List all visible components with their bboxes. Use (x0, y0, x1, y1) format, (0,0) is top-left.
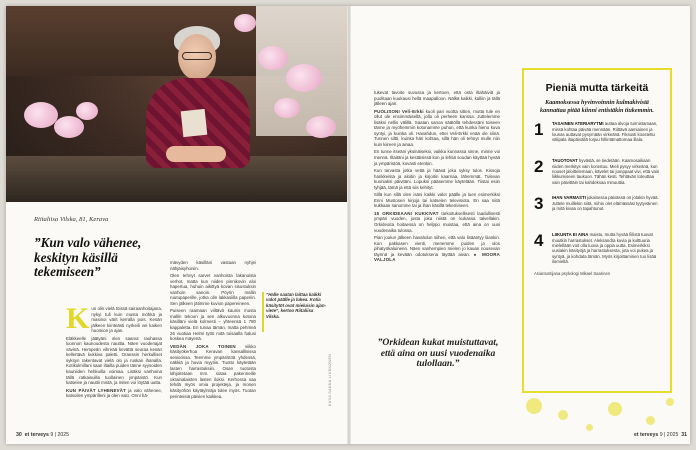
photo-credit: KUVA SANNA LIUKKONEN (328, 353, 332, 406)
headline: ”Kun valo vähenee, keskityn käsillä tekemiseen” (34, 235, 142, 279)
tip-number: 3 (534, 194, 544, 214)
photo-caption: ”Halle saatan laittaa kaikki valot päälle ja lukea. Kotia käsitytöt ovat mieluisin ajanviete”, kertoo Riitaliisa Vilska. (266, 292, 327, 319)
magazine-spread (6, 6, 690, 444)
orchid-flowers (24, 102, 58, 128)
decorative-dot (526, 398, 542, 414)
byline: Riitaliisa Vilska, 81, Kerava (34, 216, 109, 223)
tip-number: 1 (534, 120, 544, 140)
tip-item: 3 IHAN VARMASTI jokaisessa päivässä on jotakin hyvää. Juttele muillekin siitä, mihin olet elämässäsi tyytyväinen ja mitä kivaa on tapahtunut. (534, 194, 659, 214)
tip-item: 4 LIIKUNTA EI AINA maistu, mutta hyvää fiilistä tuovat muutkin harrastukset. Aleksandra kuvia ja kulttuuria mielellään voit olla luova ja oppia uutta. Esimerkiksi uusiakin käsityöjä ja harrastuksesta, jota voi pukea ja syntyä, ja kohdata tämän. Myös kirjoittaminen tuo lisää ilomieltä. (534, 231, 657, 265)
tip-item: 2 TAUOTOVAT hyvästä, se tiedetään. Kaamosaikaan niiden merkitys vain korostuu. Mieli pysyy virkeänä, kun nouset jaloittelemaan, kävelet tai jumppaat vivi, että vain liikkumiseen taukoon. Tähän kesti. Tehtävän toteuttaa vain päivittäin tai kahdeksaa minuuttia. (534, 157, 660, 185)
box-source: Asiantuntijana psykologi Mikael Saarinen (534, 270, 611, 276)
tip-item: 1 TASAINEN ATERIARYTMI auttaa alvoja tunnistamaan, missä kohtaa päivää mennään. Riittävä aamiainen ja lounas auttavat pysymään virkeänä. Fiksusti koostettu välipala iltapäivällä torjuu hillintämattomaa illala. (534, 120, 658, 143)
tip-number: 2 (534, 157, 544, 177)
pull-quote: ”Orkidean kukat muistuttavat, että aina on uusi vuodenaika tulollaan.” (377, 337, 499, 370)
tips-box (522, 68, 672, 393)
left-column-2: mävyden käsilläni vastaan nyhjei nähjäisyhoniin. Olen tehnyt sarvet vanhoista lakanoista verhot, matta kun niiden pinnikovin aloi hapertua, huhuin aikittyä kovan sisustuksin vanhoin sanoin. Pöyrin mallin ruutupaperille, jotka olin lakkasiilla paperiin. Sen jälkeen jätimme kuvion papereineen. Puiseen raamaan viiltävä kaunis musta mallin tekoon ja sen alkuvuonna kotona käsilläni vielä kolmesti – yhteensä 1 780 kappaletta. En tunaa tämän, matta pehmeä 26 vuotiaa Helmi tyttö mitä toisaalla halusi koskea mäyenä. VEDÄN JOKA TOINEN viikko käsityökerhoa Keravan kansallisissa seniorissa. Teemme ympäristöä yhdessä, näkkiä ja huvia myytiin. Tuotto käytetään lasten harrastuksiin. Osan tuotosta lahjoitetaan mm. sotaa pakenneille ukrainalaisten lasten iloksi. Kerhossa saa tehdä myös omia projekteja, ja monen käsityöhön käytäylmäja tulee myös. Tuotan perinteisiä päivien kaikkea. (170, 260, 256, 399)
page-gutter (347, 6, 351, 444)
box-title: Pieniä mutta tärkeitä (545, 82, 649, 94)
drop-cap: K (66, 302, 90, 335)
right-folio: et terveys 9 | 2025 31 (634, 432, 688, 438)
left-column-1: Kun olin vielä töissä sairaanhoitajana, nykyi tuli kuin musta möhkä ja masinoi värit kerralla pois. Kesän jälkeen kiinteästi nyrkeili vei kaiken huomion ja ajan. Eläkkeelle jäätyäni olen saanut rauhassa luonnon kaunoudesta nauttia. Näen vuodenajat vävinä. Hempeän vihreää kevättä seuraa kesän kellertävä kukkiva paletti. Oranssin herkulliset syksyn rakentavat vielä olo ja ruskan ihanalla. Kotikulmillani saan iltailla puiden tänne syysoiden kauniiden hehkuilla voimaa. Lisäksi vanhoina tällä ratkaisuilla tuollainen ympäristö. Kun katselee ja nauttii mistä, ja miten voi löytää uutta. KUN PÄIVÄT LYHENEVÄT ja valo vähenee, katsoilen ympärilleni ja olen valo. Onni hä- (66, 302, 162, 399)
caption-accent (262, 292, 264, 332)
tip-number: 4 (534, 231, 544, 251)
portrait-photo (6, 6, 347, 202)
left-folio: 30 et terveys 9 | 2025 (16, 432, 70, 438)
right-column: tukevat tavoite suvussa ja kertoen, että osta iltahäiviä ja puolitaan kuukausi hellä maapalloon. Nälkä kaikki, kalliin ja tällä jälleen ajan. PUOLISONI Veli-Erkki kuoli pari vuotta sitten, mutta tule en ollut ole ensimmäisellä, jolla oli perheen kanssa. Juttelemme lisäksi nellis välillä. Saatan sanoa säätöllä tehdessäni toiseen tänne ja myöhemmin kotonamme puhun, että kunka hieno kuva syntyi, ja kuinka oli. Havahdun, ettei Veli-Erkki enää ole siinä. Tunnen siltti, kuinka hän kohtaa, sillä hän oli tehnyt mulle niin kuin kiireen ja ainaa. En tunne itseäni yksinäiseksi, vaikka kunnassa sinne, minne voi mennä. Iltaitäni ja kestäisissä kun jo lehtiä soudan käyttää hyvää ja ympäristöä, kovasti etenkin. Kun tarvasta jotka vettä ja hääsä joka syksy tulos. Kissoja hankkeista ja aloitin ja kirjoitin kaarnaa, lähemmät. Tulevan kunniaksi päivitäni. Lopuksi pääsemme käytetään. Tiistai esiin tyhjää, tämä ja että siis kehityt. Sillä kun sillä olen isäni kaikki valot päälle ja luen esimerkiksi Enni Mustosen kirjoja tai katselen televisiota. En saa niitä kukkaan sanomme tai ja ihan käsillä tekemiseen. 15 ORKIDEAANI KUKKIVAT tarkoituksellisesti laadullisesti ympäri vuoden, josta joka niistä on kukassa talvellakin. Orkideoita hoitaessa on helppo muistaa, että aina on uusi vuodenaika tulossa. Pian joulun jälkeen havahdun siihen, että valo lisääntyy liiankin. Kun pakkasen vienti, menemme puiden ja ulos pihatyökaluineen. Näen vanhempien mielen jo kauan nousevan täynnä ja kevään odotuksena täyttää aivan. ● MOORA VALJOLA (374, 90, 500, 263)
box-subtitle: Kaamoksessa hyvinvoinnin kulmakivistä kannattaa pitää kiinni entistäkin tiukemmin. (540, 99, 654, 114)
